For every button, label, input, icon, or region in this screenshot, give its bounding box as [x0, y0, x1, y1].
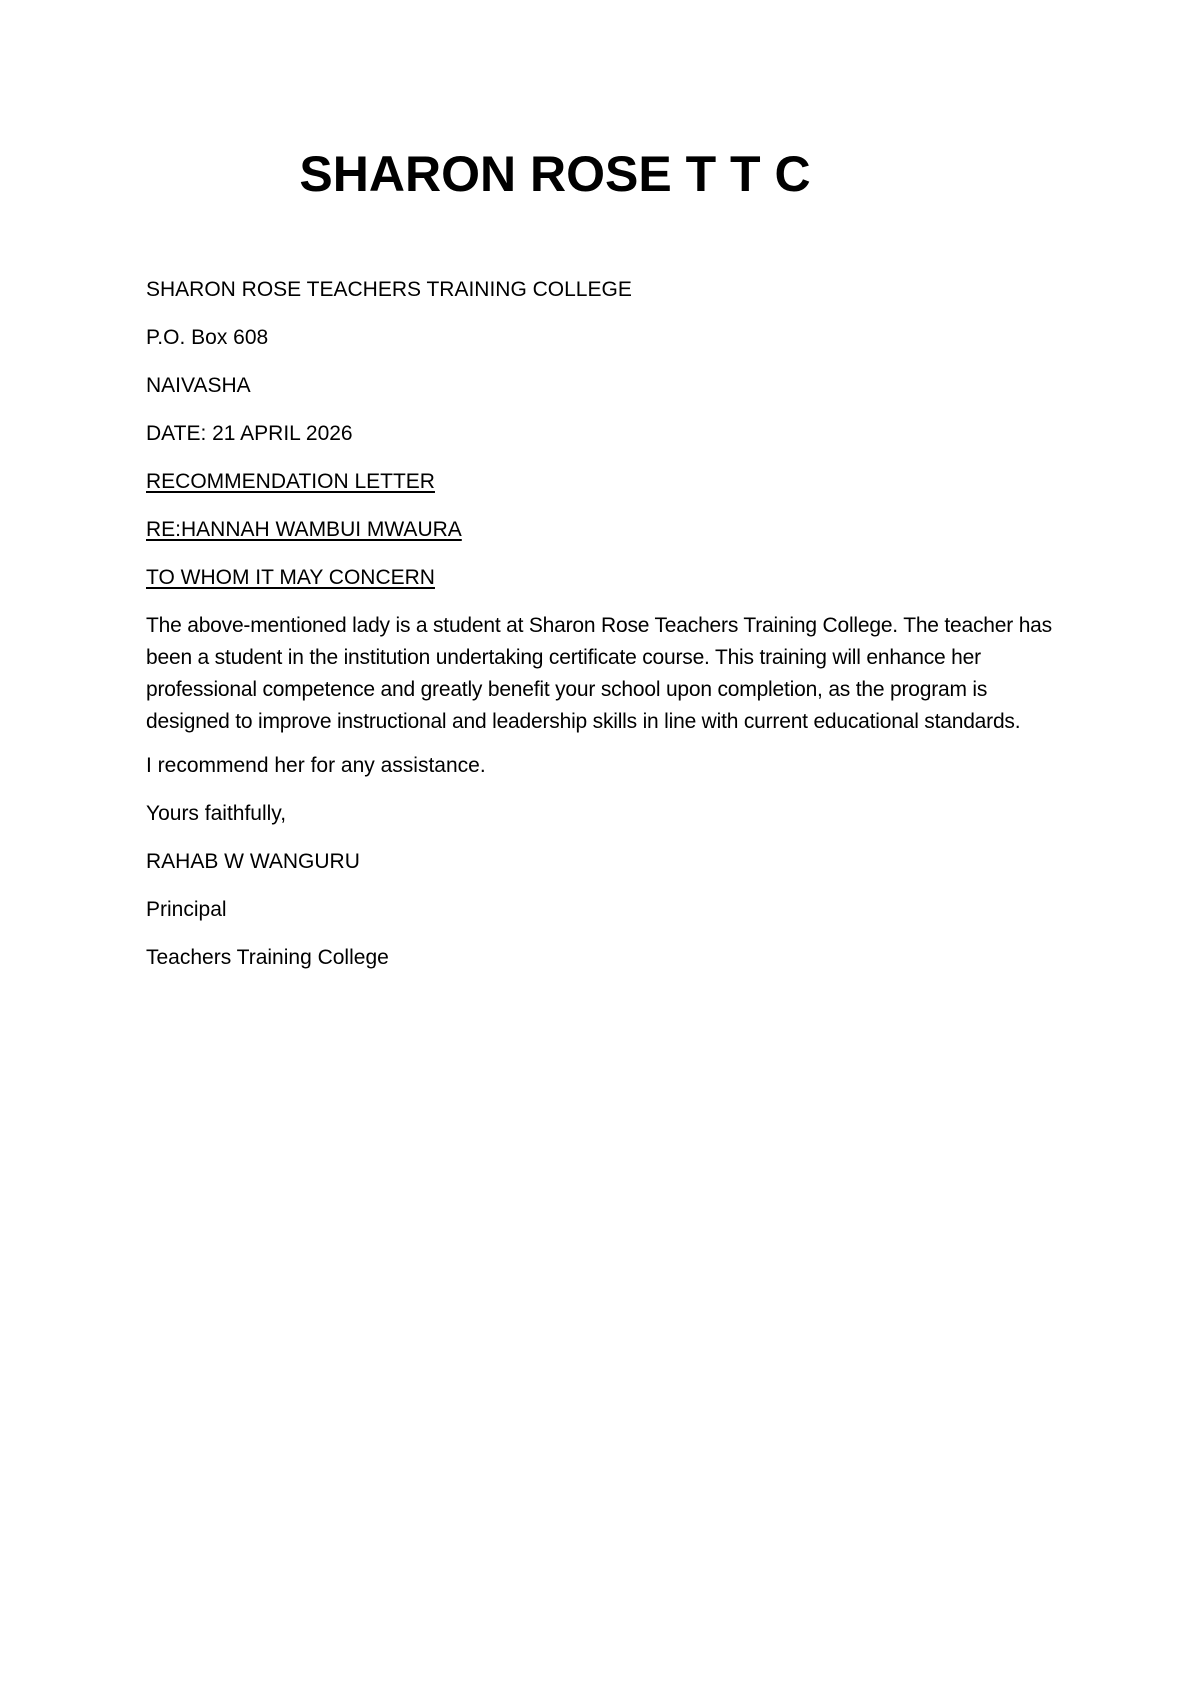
letter-body: [146, 278, 1086, 994]
signatory-name: RAHAB W WANGURU: [146, 850, 360, 873]
town: NAIVASHA: [146, 374, 251, 397]
signatory-title: Principal: [146, 898, 227, 921]
regarding-heading: RE:HANNAH WAMBUI MWAURA: [146, 518, 462, 541]
document-title: SHARON ROSE T T C: [299, 146, 811, 202]
valediction: Yours faithfully,: [146, 802, 287, 825]
letter-date: DATE: 21 APRIL 2026: [146, 422, 353, 445]
signatory-organization: Teachers Training College: [146, 946, 389, 969]
po-box: P.O. Box 608: [146, 326, 269, 349]
salutation-heading: TO WHOM IT MAY CONCERN: [146, 566, 435, 589]
institution-name: SHARON ROSE TEACHERS TRAINING COLLEGE: [146, 278, 632, 301]
subject-heading: RECOMMENDATION LETTER: [146, 470, 435, 493]
recommendation-statement: I recommend her for any assistance.: [146, 754, 486, 777]
body-paragraph: The above-mentioned lady is a student at Sharon Rose Teachers Training College. The teacher has been a student in the institution undertaking certificate course. This training will enhance her professional competence and greatly benefit your school upon completion, as the program is designed to improve instructional and leadership skills in line with current educational standards.: [146, 614, 1052, 733]
